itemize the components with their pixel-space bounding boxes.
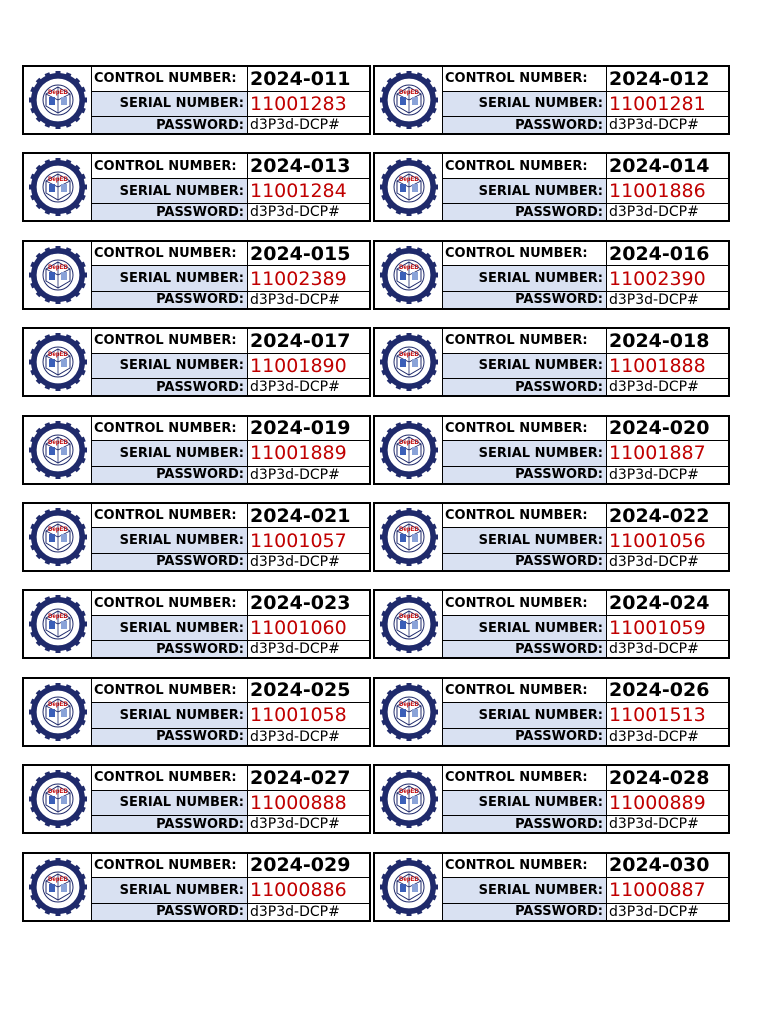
control-number-value: 2024-012 <box>609 67 710 90</box>
voucher-fields <box>443 154 728 220</box>
voucher-row <box>22 327 730 397</box>
deped-school-seal-icon <box>380 333 438 391</box>
password-value: d3P3d-DCP# <box>250 816 340 833</box>
serial-number-label: SERIAL NUMBER: <box>443 791 607 815</box>
control-number-label: CONTROL NUMBER: <box>92 679 248 703</box>
serial-number-value: 11001059 <box>609 617 706 640</box>
control-number-value: 2024-017 <box>250 329 351 352</box>
seal-text: DepED <box>47 789 68 796</box>
control-number-value: 2024-018 <box>609 329 710 352</box>
logo-cell <box>375 329 443 395</box>
serial-number-value: 11000887 <box>609 879 706 902</box>
logo-cell <box>375 242 443 308</box>
seal-text: DepED <box>47 614 68 621</box>
seal-text: DepED <box>398 439 419 446</box>
deped-school-seal-icon <box>380 158 438 216</box>
voucher-fields <box>92 67 369 133</box>
serial-number-label: SERIAL NUMBER: <box>92 179 248 203</box>
password-label: PASSWORD: <box>92 467 248 483</box>
serial-row <box>443 178 728 203</box>
voucher-fields <box>443 679 728 745</box>
control-number-value: 2024-021 <box>250 504 351 527</box>
password-label: PASSWORD: <box>443 816 607 832</box>
logo-cell <box>24 766 92 832</box>
password-label: PASSWORD: <box>443 554 607 570</box>
serial-number-value: 11000886 <box>250 879 347 902</box>
voucher-fields <box>443 504 728 570</box>
seal-text: DepED <box>47 90 68 96</box>
control-row <box>443 67 728 91</box>
password-row <box>92 640 369 657</box>
logo-cell <box>24 679 92 745</box>
serial-row <box>443 702 728 727</box>
serial-number-value: 11000888 <box>250 791 347 814</box>
voucher-card <box>22 152 371 222</box>
voucher-fields <box>92 154 369 220</box>
password-row <box>443 203 728 220</box>
seal-text: DepED <box>398 264 419 271</box>
serial-number-value: 11001281 <box>609 92 706 115</box>
password-row <box>92 553 369 570</box>
password-row <box>92 203 369 220</box>
control-number-label: CONTROL NUMBER: <box>443 679 607 703</box>
deped-school-seal-icon <box>380 246 438 304</box>
control-row <box>443 154 728 178</box>
voucher-fields <box>92 242 369 308</box>
voucher-card <box>373 65 730 135</box>
deped-school-seal-icon <box>29 71 87 129</box>
deped-school-seal-icon <box>29 595 87 653</box>
password-row <box>443 640 728 657</box>
voucher-fields <box>443 766 728 832</box>
seal-text: DepED <box>398 614 419 621</box>
serial-number-value: 11001513 <box>609 704 706 727</box>
voucher-card <box>22 415 371 485</box>
control-number-label: CONTROL NUMBER: <box>443 329 607 353</box>
deped-school-seal-icon <box>29 770 87 828</box>
serial-number-label: SERIAL NUMBER: <box>443 616 607 640</box>
voucher-fields <box>92 504 369 570</box>
control-number-label: CONTROL NUMBER: <box>443 766 607 790</box>
control-row <box>92 591 369 615</box>
control-number-value: 2024-024 <box>609 592 710 615</box>
seal-text: DepED <box>398 352 419 359</box>
logo-cell <box>24 154 92 220</box>
control-row <box>92 329 369 353</box>
password-value: d3P3d-DCP# <box>609 379 699 396</box>
serial-number-label: SERIAL NUMBER: <box>92 791 248 815</box>
voucher-card <box>373 502 730 572</box>
control-row <box>92 504 369 528</box>
control-number-value: 2024-020 <box>609 417 710 440</box>
control-number-label: CONTROL NUMBER: <box>443 854 607 878</box>
password-label: PASSWORD: <box>443 292 607 308</box>
logo-cell <box>375 766 443 832</box>
password-label: PASSWORD: <box>92 204 248 220</box>
password-value: d3P3d-DCP# <box>609 816 699 833</box>
control-number-label: CONTROL NUMBER: <box>443 591 607 615</box>
serial-number-value: 11001057 <box>250 529 347 552</box>
password-value: d3P3d-DCP# <box>609 553 699 570</box>
password-value: d3P3d-DCP# <box>250 553 340 570</box>
voucher-fields <box>443 854 728 920</box>
voucher-card <box>22 65 371 135</box>
voucher-fields <box>92 854 369 920</box>
deped-school-seal-icon <box>380 858 438 916</box>
password-label: PASSWORD: <box>443 467 607 483</box>
password-label: PASSWORD: <box>92 641 248 657</box>
voucher-card <box>22 589 371 659</box>
serial-number-label: SERIAL NUMBER: <box>443 703 607 727</box>
control-number-label: CONTROL NUMBER: <box>443 242 607 266</box>
password-label: PASSWORD: <box>92 292 248 308</box>
seal-text: DepED <box>398 90 419 96</box>
password-value: d3P3d-DCP# <box>250 641 340 658</box>
control-number-value: 2024-029 <box>250 854 351 877</box>
control-number-label: CONTROL NUMBER: <box>443 504 607 528</box>
serial-row <box>443 790 728 815</box>
password-label: PASSWORD: <box>92 904 248 920</box>
password-value: d3P3d-DCP# <box>609 204 699 221</box>
password-value: d3P3d-DCP# <box>250 291 340 308</box>
deped-school-seal-icon <box>380 770 438 828</box>
serial-number-label: SERIAL NUMBER: <box>443 441 607 465</box>
control-number-value: 2024-025 <box>250 679 351 702</box>
password-label: PASSWORD: <box>443 641 607 657</box>
logo-cell <box>375 67 443 133</box>
deped-school-seal-icon <box>29 333 87 391</box>
voucher-card <box>22 764 371 834</box>
control-row <box>92 67 369 91</box>
voucher-fields <box>92 766 369 832</box>
password-label: PASSWORD: <box>92 117 248 133</box>
voucher-fields <box>443 591 728 657</box>
seal-text: DepED <box>47 264 68 271</box>
password-row <box>92 903 369 920</box>
serial-number-label: SERIAL NUMBER: <box>92 703 248 727</box>
serial-row <box>443 877 728 902</box>
seal-text: DepED <box>47 526 68 533</box>
control-row <box>443 766 728 790</box>
voucher-card <box>373 764 730 834</box>
voucher-card <box>373 327 730 397</box>
seal-text: DepED <box>47 177 68 184</box>
seal-text: DepED <box>47 439 68 446</box>
password-label: PASSWORD: <box>443 204 607 220</box>
voucher-card <box>22 852 371 922</box>
deped-school-seal-icon <box>29 158 87 216</box>
serial-row <box>443 265 728 290</box>
logo-cell <box>375 679 443 745</box>
control-number-label: CONTROL NUMBER: <box>92 67 248 91</box>
voucher-row <box>22 589 730 659</box>
control-number-value: 2024-023 <box>250 592 351 615</box>
voucher-card <box>22 502 371 572</box>
logo-cell <box>375 154 443 220</box>
voucher-row <box>22 764 730 834</box>
control-number-label: CONTROL NUMBER: <box>92 329 248 353</box>
serial-row <box>92 527 369 552</box>
serial-row <box>92 877 369 902</box>
serial-row <box>443 527 728 552</box>
control-number-value: 2024-014 <box>609 155 710 178</box>
control-number-value: 2024-013 <box>250 155 351 178</box>
control-row <box>443 591 728 615</box>
seal-text: DepED <box>47 876 68 883</box>
password-label: PASSWORD: <box>92 554 248 570</box>
serial-row <box>92 440 369 465</box>
control-number-label: CONTROL NUMBER: <box>443 154 607 178</box>
control-number-value: 2024-019 <box>250 417 351 440</box>
serial-number-label: SERIAL NUMBER: <box>443 179 607 203</box>
control-row <box>92 417 369 441</box>
password-value: d3P3d-DCP# <box>250 379 340 396</box>
serial-row <box>443 440 728 465</box>
seal-text: DepED <box>398 789 419 796</box>
serial-row <box>92 353 369 378</box>
voucher-row <box>22 502 730 572</box>
deped-school-seal-icon <box>380 508 438 566</box>
control-number-value: 2024-022 <box>609 504 710 527</box>
deped-school-seal-icon <box>380 595 438 653</box>
password-value: d3P3d-DCP# <box>250 903 340 920</box>
password-label: PASSWORD: <box>443 729 607 745</box>
control-number-label: CONTROL NUMBER: <box>92 417 248 441</box>
voucher-fields <box>443 417 728 483</box>
control-number-value: 2024-015 <box>250 242 351 265</box>
password-value: d3P3d-DCP# <box>250 466 340 483</box>
control-row <box>443 854 728 878</box>
voucher-fields <box>443 329 728 395</box>
password-row <box>92 728 369 745</box>
serial-number-label: SERIAL NUMBER: <box>443 266 607 290</box>
seal-text: DepED <box>398 701 419 708</box>
password-row <box>443 728 728 745</box>
password-label: PASSWORD: <box>92 379 248 395</box>
password-row <box>443 291 728 308</box>
serial-number-label: SERIAL NUMBER: <box>92 441 248 465</box>
serial-number-value: 11000889 <box>609 791 706 814</box>
voucher-fields <box>92 679 369 745</box>
voucher-fields <box>92 417 369 483</box>
serial-number-label: SERIAL NUMBER: <box>443 92 607 116</box>
control-number-label: CONTROL NUMBER: <box>443 417 607 441</box>
serial-number-label: SERIAL NUMBER: <box>92 878 248 902</box>
logo-cell <box>375 591 443 657</box>
password-value: d3P3d-DCP# <box>250 728 340 745</box>
control-row <box>92 679 369 703</box>
serial-number-label: SERIAL NUMBER: <box>92 528 248 552</box>
serial-number-value: 11001056 <box>609 529 706 552</box>
password-row <box>443 116 728 133</box>
password-row <box>92 378 369 395</box>
logo-cell <box>375 854 443 920</box>
password-row <box>443 378 728 395</box>
password-label: PASSWORD: <box>443 379 607 395</box>
control-number-value: 2024-016 <box>609 242 710 265</box>
password-value: d3P3d-DCP# <box>609 903 699 920</box>
serial-number-label: SERIAL NUMBER: <box>443 354 607 378</box>
serial-number-label: SERIAL NUMBER: <box>92 92 248 116</box>
serial-row <box>92 265 369 290</box>
voucher-fields <box>443 242 728 308</box>
control-number-value: 2024-026 <box>609 679 710 702</box>
control-number-value: 2024-027 <box>250 766 351 789</box>
logo-cell <box>24 417 92 483</box>
password-value: d3P3d-DCP# <box>609 291 699 308</box>
logo-cell <box>375 417 443 483</box>
control-row <box>443 242 728 266</box>
deped-school-seal-icon <box>380 71 438 129</box>
seal-text: DepED <box>47 352 68 359</box>
voucher-fields <box>92 591 369 657</box>
logo-cell <box>24 854 92 920</box>
seal-text: DepED <box>398 526 419 533</box>
voucher-row <box>22 240 730 310</box>
control-number-label: CONTROL NUMBER: <box>92 591 248 615</box>
serial-number-value: 11002390 <box>609 267 706 290</box>
serial-row <box>443 615 728 640</box>
serial-row <box>92 790 369 815</box>
voucher-card <box>373 852 730 922</box>
password-row <box>443 553 728 570</box>
serial-number-value: 11001886 <box>609 180 706 203</box>
control-row <box>92 766 369 790</box>
voucher-fields <box>443 67 728 133</box>
control-row <box>443 417 728 441</box>
password-value: d3P3d-DCP# <box>609 466 699 483</box>
deped-school-seal-icon <box>29 421 87 479</box>
serial-number-value: 11001058 <box>250 704 347 727</box>
control-row <box>443 329 728 353</box>
password-label: PASSWORD: <box>443 904 607 920</box>
password-value: d3P3d-DCP# <box>250 117 340 133</box>
control-number-label: CONTROL NUMBER: <box>92 154 248 178</box>
control-number-label: CONTROL NUMBER: <box>92 504 248 528</box>
voucher-card <box>22 327 371 397</box>
password-row <box>92 291 369 308</box>
voucher-card <box>373 152 730 222</box>
voucher-card <box>373 589 730 659</box>
voucher-row <box>22 152 730 222</box>
serial-number-label: SERIAL NUMBER: <box>443 878 607 902</box>
voucher-card <box>373 415 730 485</box>
voucher-card <box>22 240 371 310</box>
deped-school-seal-icon <box>380 421 438 479</box>
serial-row <box>92 178 369 203</box>
logo-cell <box>24 504 92 570</box>
serial-number-label: SERIAL NUMBER: <box>92 354 248 378</box>
serial-number-value: 11001060 <box>250 617 347 640</box>
control-number-label: CONTROL NUMBER: <box>92 854 248 878</box>
seal-text: DepED <box>47 701 68 708</box>
voucher-row <box>22 65 730 135</box>
voucher-row <box>22 852 730 922</box>
control-number-value: 2024-028 <box>609 766 710 789</box>
serial-number-label: SERIAL NUMBER: <box>92 616 248 640</box>
deped-school-seal-icon <box>29 508 87 566</box>
serial-number-label: SERIAL NUMBER: <box>443 528 607 552</box>
control-row <box>92 854 369 878</box>
password-label: PASSWORD: <box>443 117 607 133</box>
voucher-row <box>22 415 730 485</box>
control-number-label: CONTROL NUMBER: <box>92 766 248 790</box>
password-row <box>443 815 728 832</box>
control-row <box>92 154 369 178</box>
serial-row <box>443 353 728 378</box>
serial-number-label: SERIAL NUMBER: <box>92 266 248 290</box>
deped-school-seal-icon <box>29 858 87 916</box>
serial-row <box>92 702 369 727</box>
password-row <box>92 116 369 133</box>
logo-cell <box>24 329 92 395</box>
serial-number-value: 11002389 <box>250 267 347 290</box>
serial-row <box>443 91 728 116</box>
control-row <box>443 679 728 703</box>
logo-cell <box>24 67 92 133</box>
password-row <box>92 466 369 483</box>
serial-number-value: 11001889 <box>250 442 347 465</box>
password-row <box>92 815 369 832</box>
serial-row <box>92 615 369 640</box>
seal-text: DepED <box>398 177 419 184</box>
control-number-label: CONTROL NUMBER: <box>443 67 607 91</box>
serial-number-value: 11001888 <box>609 354 706 377</box>
voucher-sheet <box>22 65 730 939</box>
control-row <box>443 504 728 528</box>
control-number-label: CONTROL NUMBER: <box>92 242 248 266</box>
voucher-fields <box>92 329 369 395</box>
password-row <box>443 903 728 920</box>
deped-school-seal-icon <box>29 246 87 304</box>
serial-number-value: 11001887 <box>609 442 706 465</box>
voucher-card <box>373 240 730 310</box>
voucher-card <box>22 677 371 747</box>
voucher-card <box>373 677 730 747</box>
logo-cell <box>24 591 92 657</box>
deped-school-seal-icon <box>380 683 438 741</box>
password-label: PASSWORD: <box>92 816 248 832</box>
control-number-value: 2024-011 <box>250 67 351 90</box>
serial-number-value: 11001890 <box>250 354 347 377</box>
password-label: PASSWORD: <box>92 729 248 745</box>
seal-text: DepED <box>398 876 419 883</box>
serial-number-value: 11001283 <box>250 92 347 115</box>
password-row <box>443 466 728 483</box>
logo-cell <box>24 242 92 308</box>
deped-school-seal-icon <box>29 683 87 741</box>
voucher-row <box>22 677 730 747</box>
control-number-value: 2024-030 <box>609 854 710 877</box>
serial-row <box>92 91 369 116</box>
password-value: d3P3d-DCP# <box>250 204 340 221</box>
password-value: d3P3d-DCP# <box>609 117 699 133</box>
password-value: d3P3d-DCP# <box>609 728 699 745</box>
password-value: d3P3d-DCP# <box>609 641 699 658</box>
serial-number-value: 11001284 <box>250 180 347 203</box>
logo-cell <box>375 504 443 570</box>
control-row <box>92 242 369 266</box>
